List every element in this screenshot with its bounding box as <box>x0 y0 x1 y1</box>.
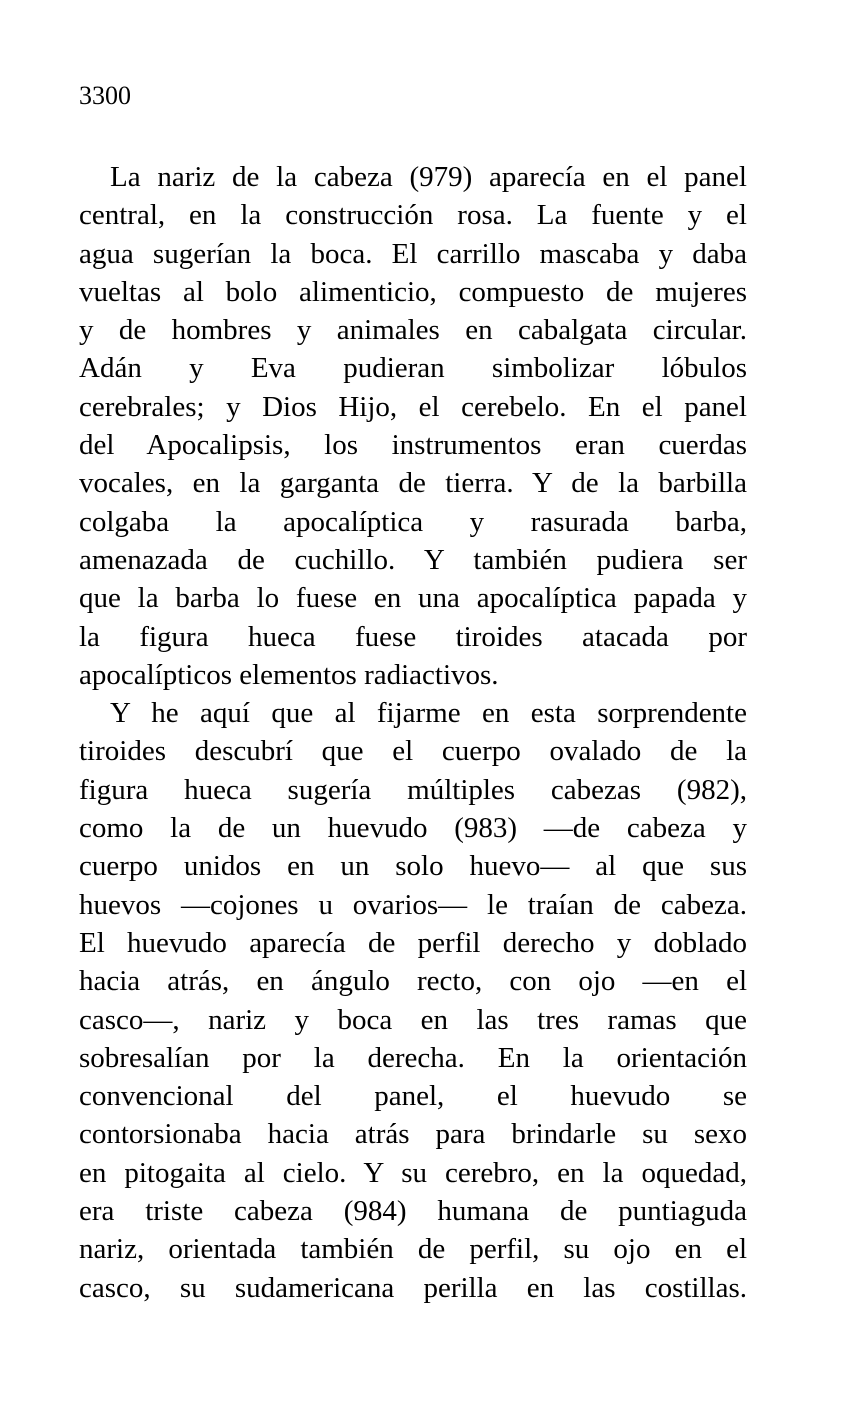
text-line: y de hombres y animales en cabalgata circular. <box>79 314 747 347</box>
text-line: Adán y Eva pudieran simbolizar lóbulos <box>79 352 747 385</box>
text-line: nariz, orientada también de perfil, su ojo en el <box>79 1233 747 1266</box>
text-line: cerebrales; y Dios Hijo, el cerebelo. En el panel <box>79 390 747 423</box>
text-line: como la de un huevudo (983) —de cabeza y <box>79 812 747 845</box>
text-line: cuerpo unidos en un solo huevo— al que sus <box>79 850 747 883</box>
text-line: amenazada de cuchillo. Y también pudiera ser <box>79 543 747 576</box>
text-line: La nariz de la cabeza (979) aparecía en el panel <box>110 161 747 193</box>
text-line: agua sugerían la boca. El carrillo mascaba y daba <box>79 237 747 270</box>
text-line: vueltas al bolo alimenticio, compuesto de mujeres <box>79 275 747 308</box>
text-line: El huevudo aparecía de perfil derecho y doblado <box>79 926 747 959</box>
text-line: del Apocalipsis, los instrumentos eran cuerdas <box>79 429 747 462</box>
page-number: 3300 <box>79 81 131 110</box>
text-line: era triste cabeza (984) humana de puntiaguda <box>79 1195 747 1228</box>
text-line: apocalípticos elementos radiactivos. <box>79 658 499 691</box>
text-line: convencional del panel, el huevudo se <box>79 1080 747 1113</box>
text-line: vocales, en la garganta de tierra. Y de la barbilla <box>79 467 747 500</box>
text-line: la figura hueca fuese tiroides atacada por <box>79 620 747 653</box>
text-line: casco, su sudamericana perilla en las costillas. <box>79 1271 747 1304</box>
body-text <box>79 158 747 1307</box>
text-line: colgaba la apocalíptica y rasurada barba, <box>79 505 747 538</box>
text-line: casco—, nariz y boca en las tres ramas que <box>79 1003 747 1036</box>
text-line: en pitogaita al cielo. Y su cerebro, en la oquedad, <box>79 1156 747 1189</box>
text-line: figura hueca sugería múltiples cabezas (982), <box>79 773 747 806</box>
text-line: contorsionaba hacia atrás para brindarle su sexo <box>79 1118 747 1151</box>
text-line: sobresalían por la derecha. En la orientación <box>79 1041 747 1074</box>
text-line: central, en la construcción rosa. La fuente y el <box>79 199 747 232</box>
text-line: huevos —cojones u ovarios— le traían de cabeza. <box>79 888 747 921</box>
text-line: tiroides descubrí que el cuerpo ovalado de la <box>79 735 747 768</box>
text-line: hacia atrás, en ángulo recto, con ojo —en el <box>79 965 747 998</box>
text-line: Y he aquí que al fijarme en esta sorprendente <box>110 697 747 730</box>
text-line: que la barba lo fuese en una apocalíptica papada y <box>79 582 747 615</box>
